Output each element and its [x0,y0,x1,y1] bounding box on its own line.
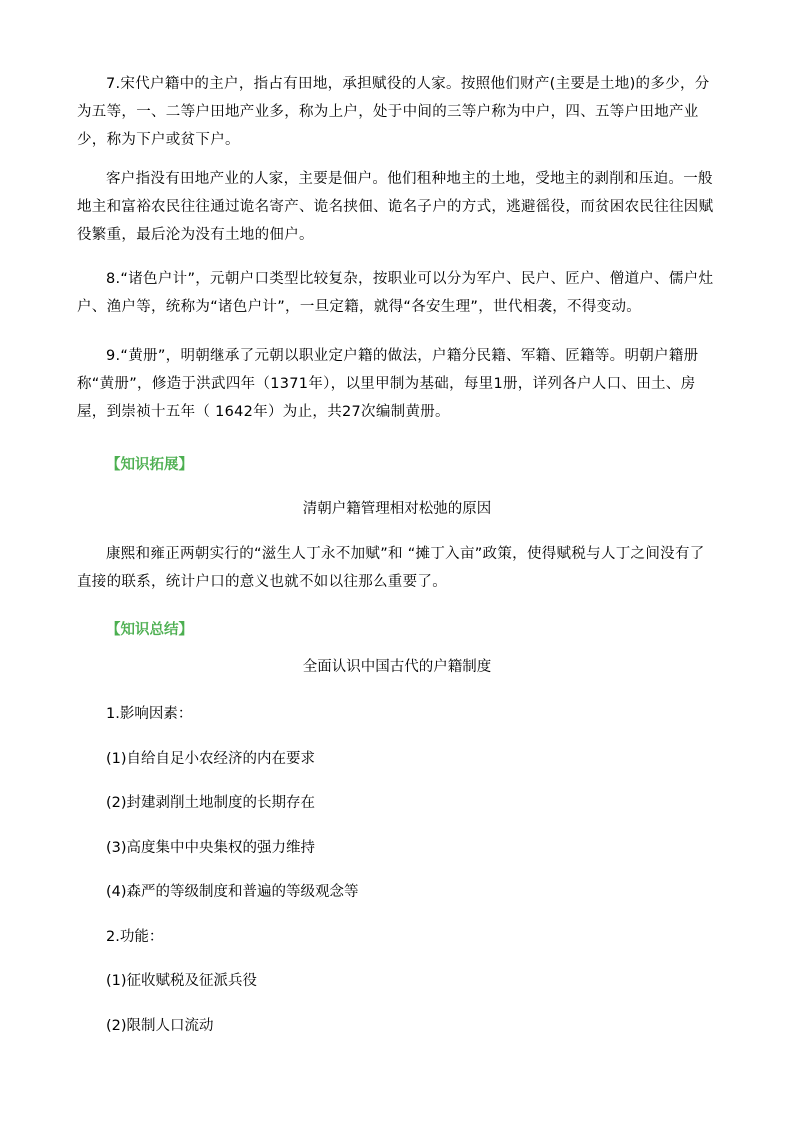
knowledge-summary-tag: 【知识总结】 [106,622,193,638]
function-item: (1)征收赋税及征派兵役 [106,973,258,989]
factor-item: (3)高度集中中央集权的强力维持 [106,840,316,856]
expansion-paragraph: 康熙和雍正两朝实行的“滋生人丁永不加赋”和 “摊丁入亩”政策，使得赋税与人丁之间没有了直接的联系，统计户口的意义也就不如以往那么重要了。 [77,546,705,590]
function-item: (2)限制人口流动 [106,1018,214,1034]
factor-item: (2)封建剥削土地制度的长期存在 [106,795,316,811]
summary-heading-factors: 1.影响因素： [106,706,193,722]
paragraph-yuan-household: 8.“诸色户计”，元朝户口类型比较复杂，按职业可以分为军户、民户、匠户、僧道户、儒户灶户、渔户等，统称为“诸色户计”，一旦定籍，就得“各安生理”，世代相袭，不得变动。 [77,271,714,315]
summary-heading-functions: 2.功能： [106,929,164,945]
paragraph-yellow-register: 9.“黄册”，明朝继承了元朝以职业定户籍的做法，户籍分民籍、军籍、匠籍等。明朝户籍册称“黄册”，修造于洪武四年（1371年），以里甲制为基础，每里1册，详列各户人口、田土、房屋，到崇祯十五年（ 1642年）为止，共27次编制黄册。 [77,348,699,420]
factor-item: (1)自给自足小农经济的内在要求 [106,751,316,767]
paragraph-tenant-household: 客户指没有田地产业的人家，主要是佃户。他们租种地主的土地，受地主的剥削和压迫。一般地主和富裕农民往往通过诡名寄产、诡名挟佃、诡名子户的方式，逃避徭役，而贫困农民往往因赋役繁重，最后沦为没有土地的佃户。 [77,171,714,243]
knowledge-expansion-tag: 【知识拓展】 [106,457,193,473]
summary-title: 全面认识中国古代的户籍制度 [302,659,492,675]
paragraph-song-household: 7.宋代户籍中的主户，指占有田地，承担赋役的人家。按照他们财产(主要是土地)的多少，分为五等，一、二等户田地产业多，称为上户，处于中间的三等户称为中户，四、五等户田地产业少，称为下户或贫下户。 [77,76,710,148]
factor-item: (4)森严的等级制度和普遍的等级观念等 [106,884,359,900]
expansion-title: 清朝户籍管理相对松弛的原因 [302,501,492,517]
